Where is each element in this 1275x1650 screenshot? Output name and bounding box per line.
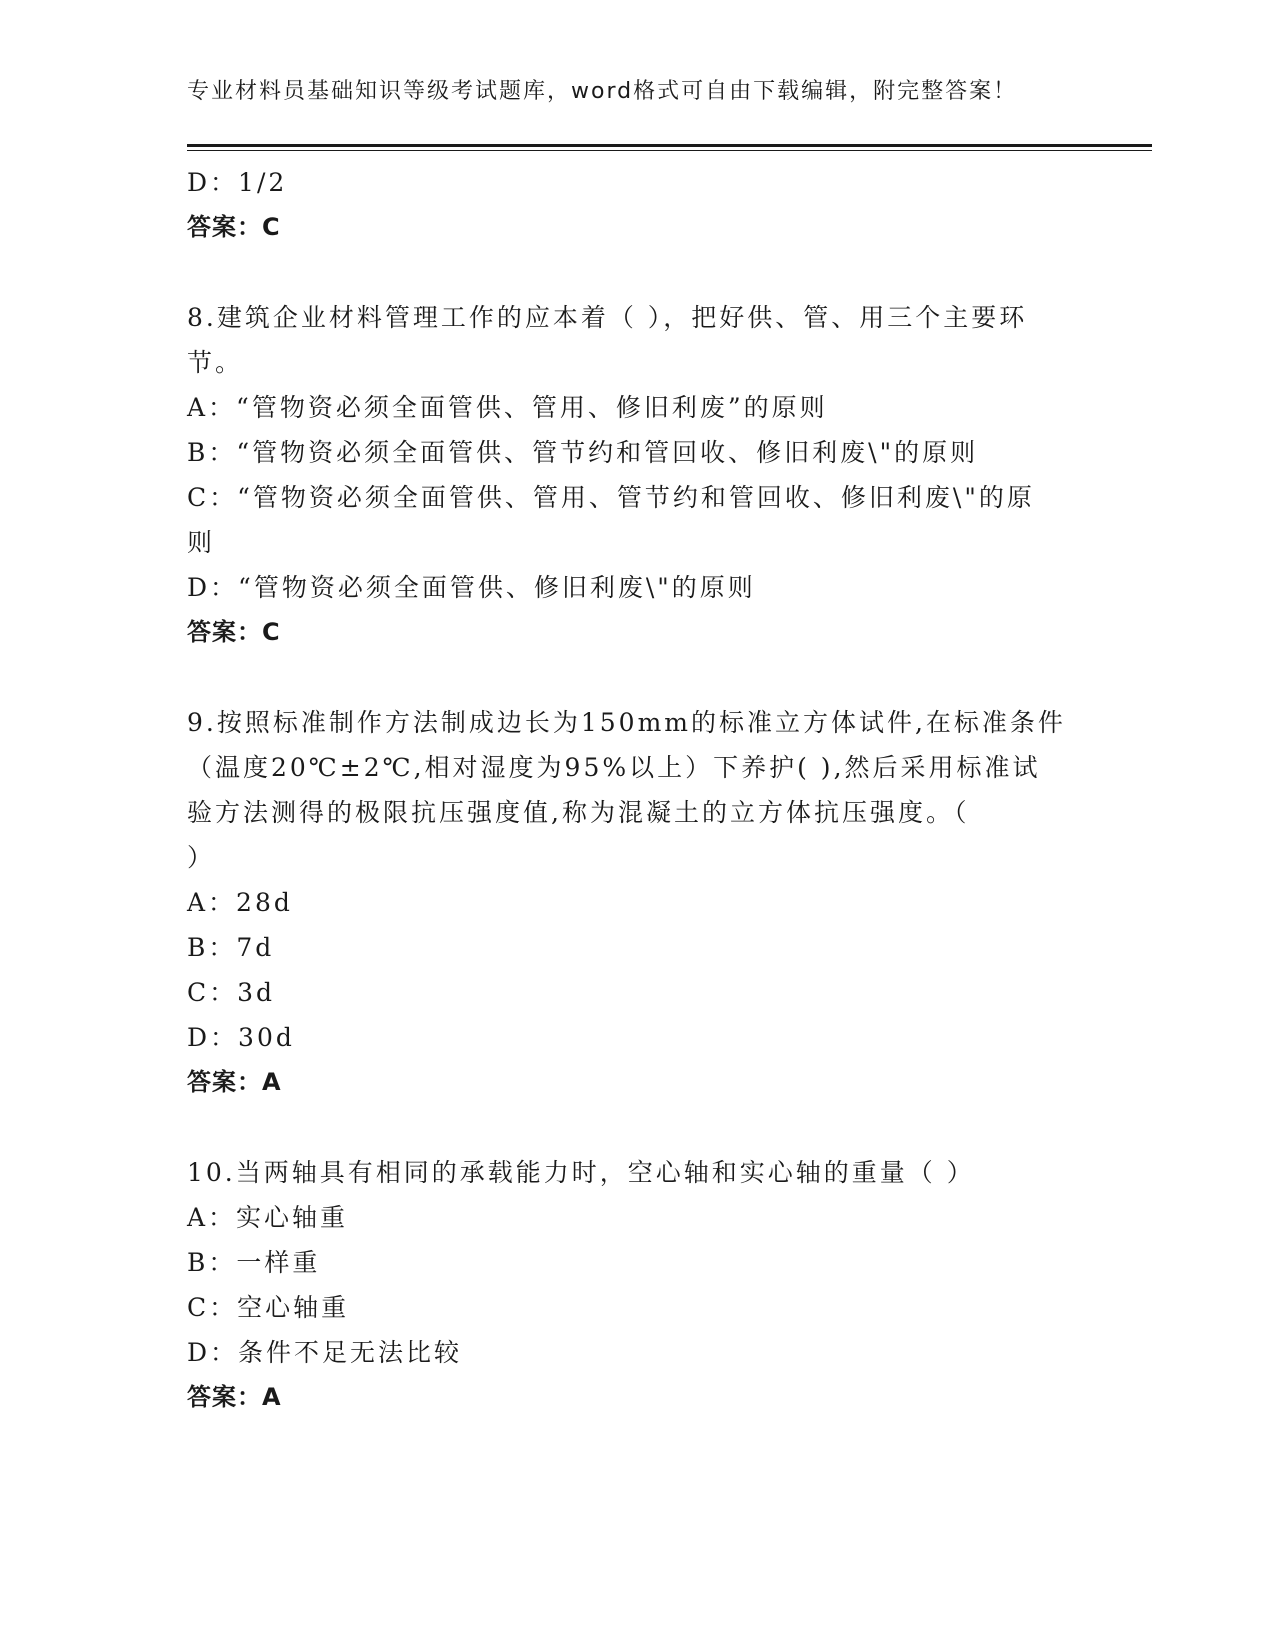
question-9 — [187, 700, 1087, 1105]
option-b: B：7d — [187, 933, 275, 962]
question-10 — [187, 1150, 1087, 1420]
option-d: D：30d — [187, 1023, 295, 1052]
option-c-continued: 则 — [187, 528, 216, 557]
question-stem: 10.当两轴具有相同的承载能力时，空心轴和实心轴的重量（ ） — [187, 1158, 975, 1187]
spacer — [187, 655, 1087, 700]
option-a: A：28d — [187, 888, 293, 917]
spacer — [187, 1105, 1087, 1150]
previous-question-tail — [187, 160, 1087, 250]
answer-line: 答案：A — [187, 1068, 282, 1096]
answer-line: 答案：C — [187, 213, 281, 241]
spacer — [187, 250, 1087, 295]
question-stem: 9.按照标准制作方法制成边长为150mm的标准立方体试件,在标准条件 — [187, 708, 1066, 737]
option-a: A：“管物资必须全面管供、管用、修旧利废”的原则 — [187, 393, 828, 422]
question-stem-continued: （温度20℃±2℃,相对湿度为95%以上）下养护( ),然后采用标准试 — [187, 753, 1041, 782]
header-divider-thin — [187, 150, 1152, 151]
option-a: A：实心轴重 — [187, 1203, 349, 1232]
question-stem: 8.建筑企业材料管理工作的应本着（ ），把好供、管、用三个主要环 — [187, 303, 1028, 332]
option-c: C：空心轴重 — [187, 1293, 350, 1322]
option-c: C：“管物资必须全面管供、管用、管节约和管回收、修旧利废\"的原 — [187, 483, 1035, 512]
option-c: C：3d — [187, 978, 276, 1007]
option-d: D：条件不足无法比较 — [187, 1338, 463, 1367]
option-b: B：“管物资必须全面管供、管节约和管回收、修旧利废\"的原则 — [187, 438, 979, 467]
option-d: D：1/2 — [187, 168, 288, 197]
question-8 — [187, 295, 1087, 655]
option-b: B：一样重 — [187, 1248, 321, 1277]
question-stem-continued: 验方法测得的极限抗压强度值,称为混凝土的立方体抗压强度。（ — [187, 798, 970, 827]
option-d: D：“管物资必须全面管供、修旧利废\"的原则 — [187, 573, 756, 602]
question-content — [187, 160, 1087, 1420]
page-header: 专业材料员基础知识等级考试题库，word格式可自由下载编辑，附完整答案！ — [187, 79, 1018, 104]
header-divider-thick — [187, 144, 1152, 147]
question-stem-continued: 节。 — [187, 348, 244, 377]
answer-line: 答案：C — [187, 618, 281, 646]
answer-line: 答案：A — [187, 1383, 282, 1411]
question-stem-continued: ） — [187, 843, 216, 872]
